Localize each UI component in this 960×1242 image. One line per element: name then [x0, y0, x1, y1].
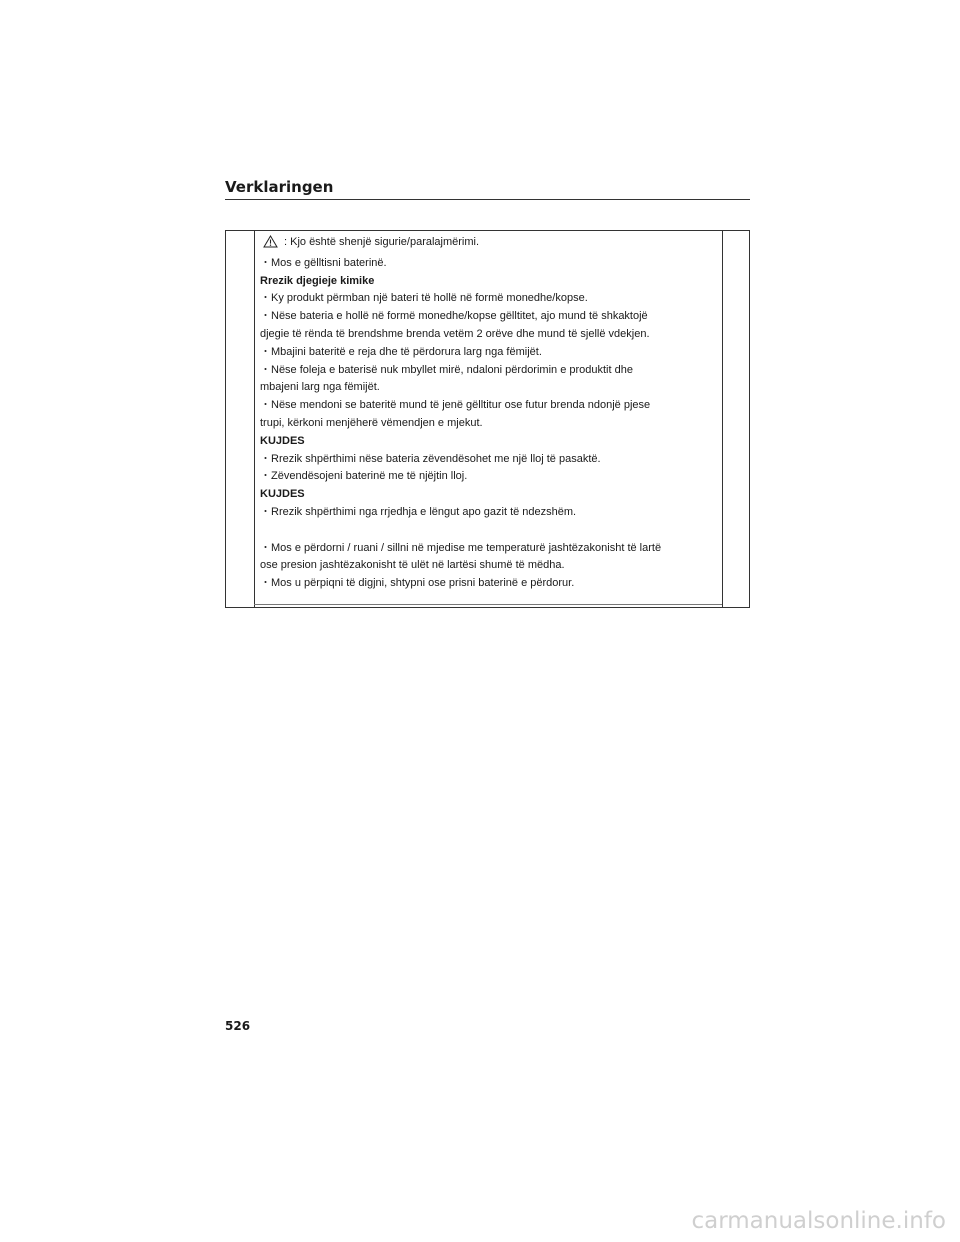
watermark: carmanualsonline.info — [691, 1208, 946, 1234]
notice-line: ・Mbajini bateritë e reja dhe të përdorura larg nga fëmijët. — [260, 345, 542, 358]
notice-line: ・Mos e përdorni / ruani / sillni në mjedise me temperaturë jashtëzakonisht të lartë — [260, 541, 662, 554]
notice-line: ・Rrezik shpërthimi nga rrjedhja e lëngut apo gazit të ndezshëm. — [260, 505, 577, 518]
notice-line: ・Nëse bateria e hollë në formë monedhe/kopse gëlltitet, ajo mund të shkaktojë — [260, 310, 648, 323]
symbol-explanation-line — [260, 234, 720, 255]
safety-notice-table — [225, 230, 750, 608]
notice-line: trupi, kërkoni menjëherë vëmendjen e mjekut. — [260, 416, 483, 429]
notice-line: ・Rrezik shpërthimi nëse bateria zëvendësohet me një lloj të pasaktë. — [260, 452, 601, 465]
notice-line: ・Mos e gëlltisni baterinë. — [260, 256, 387, 269]
notice-heading: Rrezik djegieje kimike — [260, 274, 375, 287]
notice-line: djegie të rënda të brendshme brenda vetëm 2 orëve dhe mund të sjellë vdekjen. — [260, 327, 650, 340]
notice-line: ose presion jashtëzakonisht të ulët në lartësi shumë të mëdha. — [260, 559, 565, 572]
symbol-explanation-text: : Kjo është shenjë sigurie/paralajmërimi. — [284, 236, 480, 248]
notice-lines — [260, 255, 720, 593]
warning-triangle-icon — [263, 235, 278, 255]
notice-line: mbajeni larg nga fëmijët. — [260, 381, 380, 394]
table-right-column-divider — [722, 231, 723, 607]
notice-line: ・Mos u përpiqni të digjni, shtypni ose prisni baterinë e përdorur. — [260, 577, 575, 590]
table-bottom-rule — [254, 604, 722, 605]
title-divider — [225, 199, 750, 200]
table-left-column-divider — [254, 231, 255, 607]
notice-line: ・Ky produkt përmban një bateri të hollë në formë monedhe/kopse. — [260, 292, 588, 305]
safety-notice-content — [260, 234, 720, 593]
page-number: 526 — [225, 1019, 251, 1033]
page-title: Verklaringen — [225, 178, 334, 196]
notice-line: ・Nëse mendoni se bateritë mund të jenë gëlltitur ose futur brenda ndonjë pjese — [260, 399, 651, 412]
notice-line: ・Zëvendësojeni baterinë me të njëjtin lloj. — [260, 470, 468, 483]
notice-heading: KUJDES — [260, 488, 305, 501]
notice-heading: KUJDES — [260, 434, 305, 447]
notice-line: ・Nëse foleja e baterisë nuk mbyllet mirë, ndaloni përdorimin e produktit dhe — [260, 363, 633, 376]
blank-line — [260, 522, 720, 540]
